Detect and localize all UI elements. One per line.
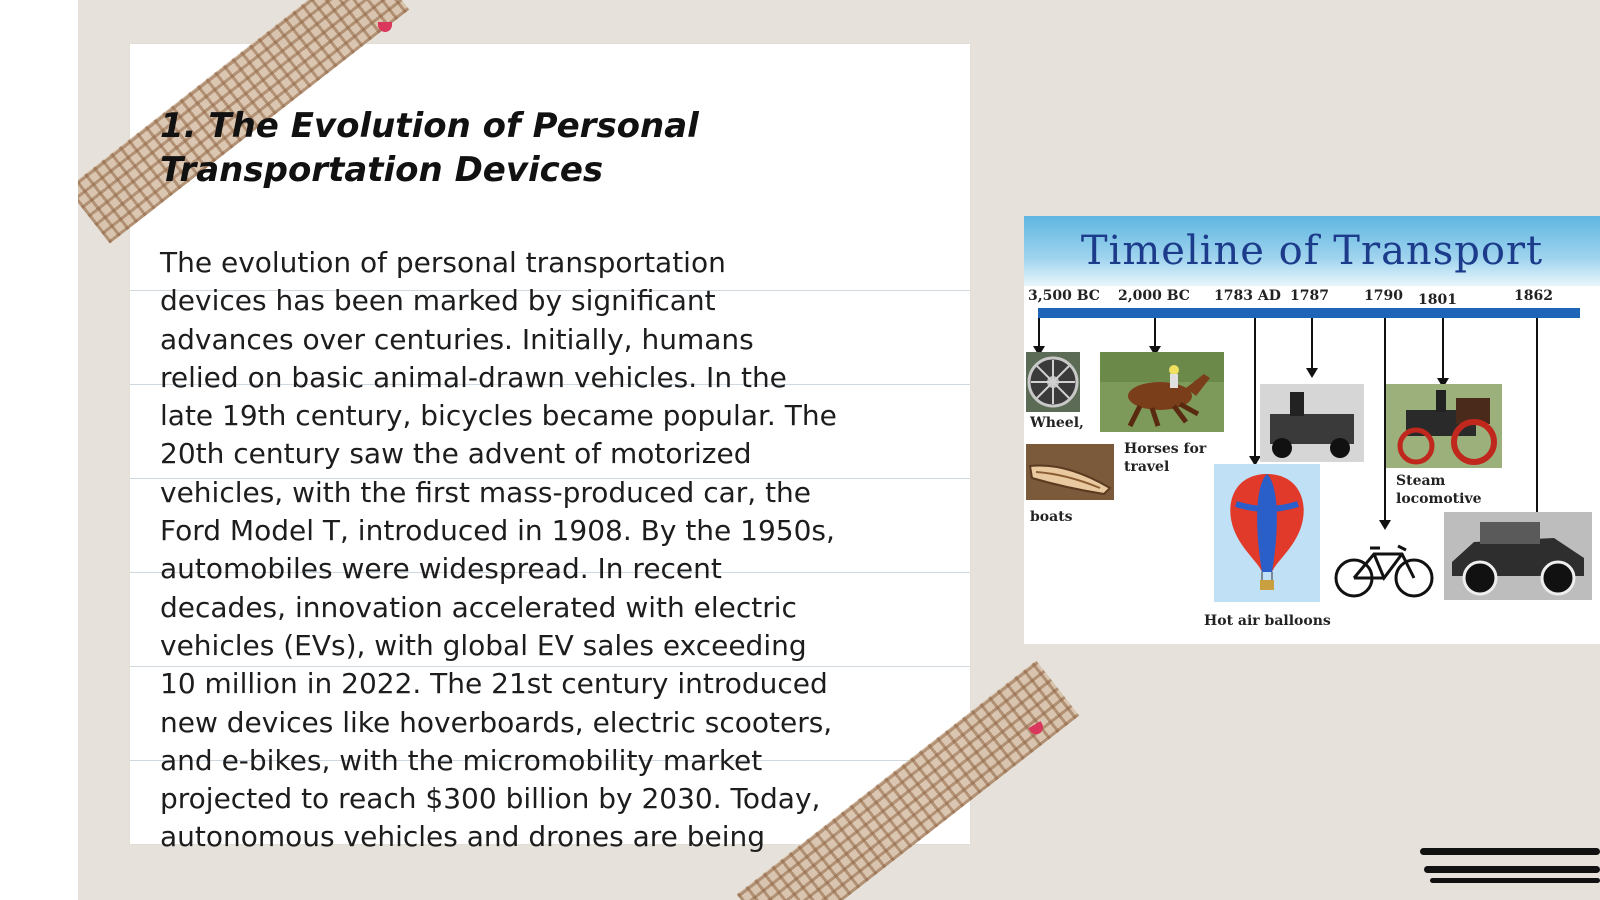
decorative-stroke: [1420, 848, 1600, 855]
steam-carriage-icon: [1260, 384, 1364, 462]
timeline-label-steam: Steam locomotive: [1396, 473, 1482, 507]
timeline-year: 1783 AD: [1214, 288, 1281, 304]
horse-icon: [1100, 352, 1224, 432]
decorative-stroke: [1424, 866, 1600, 873]
timeline-arrow: [1536, 318, 1538, 514]
car-icon: [1444, 512, 1592, 600]
timeline-label-balloon: Hot air balloons: [1204, 613, 1331, 629]
timeline-arrow: [1154, 318, 1156, 348]
timeline-year: 1801: [1418, 292, 1457, 308]
timeline-arrow: [1038, 318, 1040, 348]
timeline-arrow: [1442, 318, 1444, 380]
timeline-title: Timeline of Transport: [1080, 228, 1544, 274]
slide-body-text: The evolution of personal transportation devices has been marked by significant advances over centuries. Initially, humans relied on basic animal-drawn vehicles. In the late 19th century, bicycles became popular. The 20th century saw the advent of motorized vehicles, with the first mass-produced car, the Ford Model T, introduced in 1908. By the 1950s, automobiles were widespread. In recent decades, innovation accelerated with electric vehicles (EVs), with global EV sales exceeding 10 million in 2022. The 21st century introduced new devices like hoverboards, electric scooters, and e-bikes, with the micromobility market projected to reach $300 billion by 2030. Today, autonomous vehicles and drones are being: [160, 246, 837, 854]
timeline-arrow: [1254, 318, 1256, 458]
timeline-year: 1790: [1364, 288, 1403, 304]
slide: [78, 0, 1600, 900]
wheel-icon: [1026, 352, 1080, 412]
timeline-year: 2,000 BC: [1118, 288, 1190, 304]
decorative-stroke: [1430, 878, 1600, 883]
tape-pin-icon: [378, 22, 392, 32]
bicycle-icon: [1332, 538, 1436, 600]
timeline-label-horses: Horses for travel: [1124, 441, 1207, 475]
timeline-of-transport-image: [1024, 216, 1600, 644]
timeline-year: 1787: [1290, 288, 1329, 304]
slide-title: 1. The Evolution of Personal Transportation Devices: [160, 106, 699, 190]
timeline-bar: [1038, 308, 1580, 318]
timeline-year: 3,500 BC: [1028, 288, 1100, 304]
timeline-label-wheel: Wheel,: [1030, 415, 1084, 431]
timeline-arrow: [1311, 318, 1313, 370]
hot-air-balloon-icon: [1214, 464, 1320, 602]
boat-icon: [1026, 444, 1114, 500]
timeline-year: 1862: [1514, 288, 1553, 304]
steam-locomotive-icon: [1386, 384, 1502, 468]
timeline-label-boats: boats: [1030, 509, 1073, 525]
